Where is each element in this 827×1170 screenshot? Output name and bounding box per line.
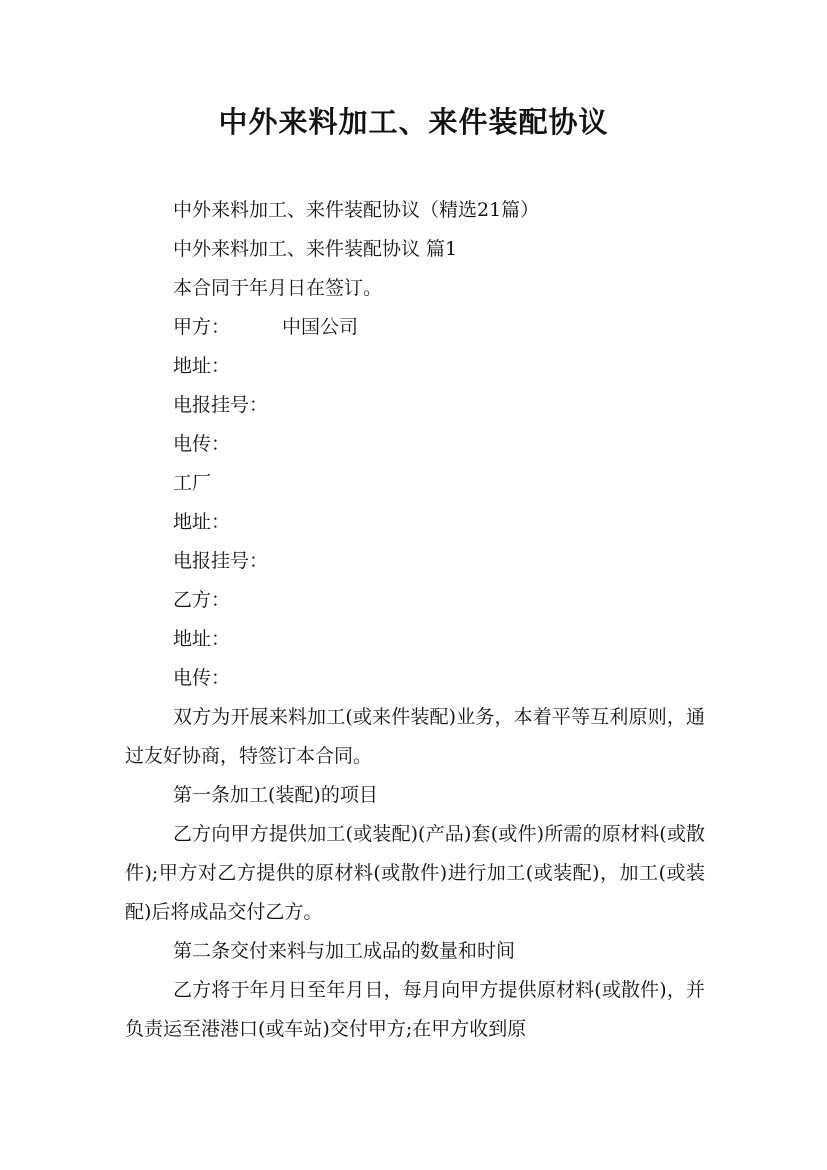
line-factory: 工厂 (173, 472, 212, 494)
paragraph-section-1: 乙方向甲方提供加工(或装配)(产品)套(或件)所需的原材料(或散件);甲方对乙方提供的原材料(或散件)进行加工(或装配)，加工(或装配)后将成品交付乙方。 (125, 823, 705, 923)
line-contract-date: 本合同于年月日在签订。 (173, 277, 383, 299)
line-telex-a: 电传： (173, 433, 231, 455)
line-address-b: 地址： (173, 628, 231, 650)
line-telex-b: 电传： (173, 667, 231, 689)
line-party-a (125, 308, 705, 347)
line-cable-factory: 电报挂号： (173, 550, 269, 572)
line-address-factory: 地址： (173, 511, 231, 533)
line-address-a: 地址： (173, 355, 231, 377)
line-cable-a: 电报挂号： (173, 394, 269, 416)
document-title: 中外来料加工、来件装配协议 (218, 105, 609, 139)
party-a-label: 甲方： (173, 316, 231, 338)
paragraph-section-2: 乙方将于年月日至年月日，每月向甲方提供原材料(或散件)，并负责运至港港口(或车站)交付甲方;在甲方收到原 (125, 979, 705, 1040)
party-a-value: 中国公司 (282, 316, 359, 338)
section-heading-2: 第二条交付来料与加工成品的数量和时间 (173, 940, 516, 962)
line-party-b: 乙方： (173, 589, 231, 611)
document-body (125, 191, 705, 1049)
paragraph-intro: 双方为开展来料加工(或来件装配)业务，本着平等互利原则，通过友好协商，特签订本合同。 (125, 706, 705, 767)
section-heading-1: 第一条加工(装配)的项目 (173, 784, 378, 806)
line-article-heading: 中外来料加工、来件装配协议 篇1 (173, 238, 458, 260)
line-subtitle: 中外来料加工、来件装配协议（精选21篇） (173, 199, 540, 221)
